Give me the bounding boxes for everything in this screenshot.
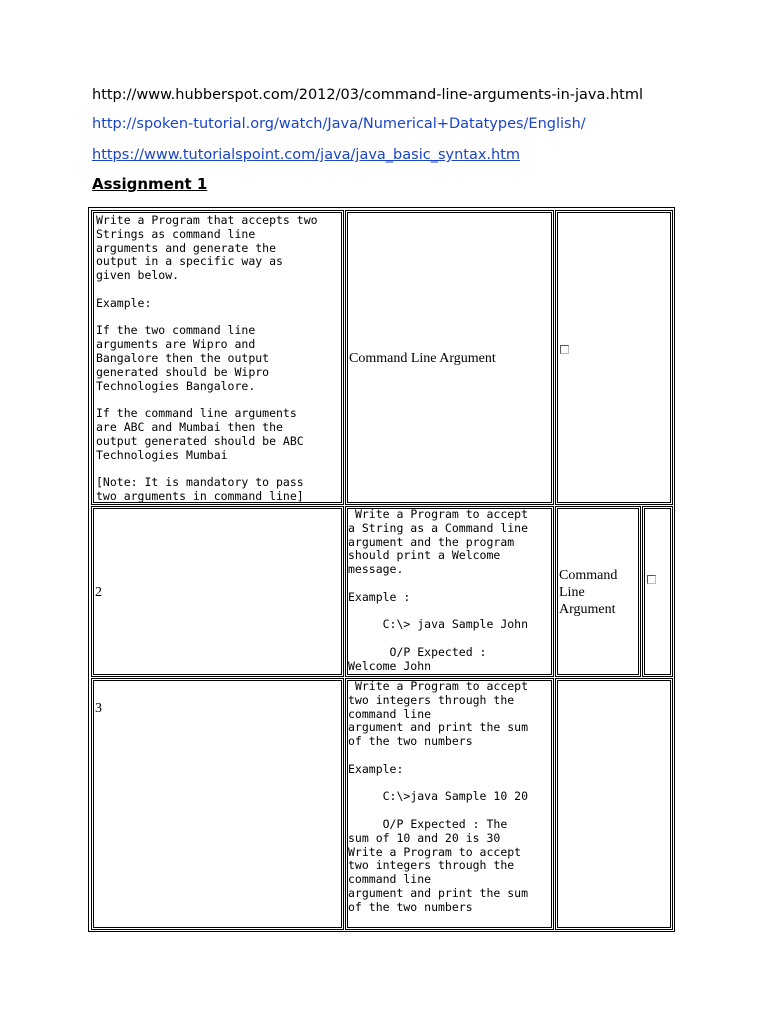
row2-category-cell (555, 506, 641, 677)
row3-number: 3 (95, 701, 102, 716)
row3-number-cell (91, 678, 344, 930)
row1-category-label: Command Line Argument (349, 351, 496, 366)
row3-empty-cell (555, 678, 673, 930)
assignment-heading: Assignment 1 (92, 175, 208, 193)
row2-checkbox[interactable] (647, 575, 656, 584)
row1-checkbox[interactable] (560, 345, 569, 354)
link-hubberspot[interactable]: http://www.hubberspot.com/2012/03/command-line-arguments-in-java.html (92, 87, 644, 103)
row2-check-cell (642, 506, 673, 677)
row2-number-cell (91, 506, 344, 677)
row2-task-text: Write a Program to accept a String as a Command line argument and the program should print a Welcome message. Example : C:\> java Sample John O/P Expected : Welcome John (348, 507, 529, 673)
assignment-table (88, 207, 675, 932)
row3-task-text: Write a Program to accept two integers through the command line argument and print the sum of the two numbers Example: C:\>java Sample 10 20 O/P Expected : The sum of 10 and 20 is 30 Write a Program to accept two integers through the command line argument and print the sum of the two numbers (348, 679, 529, 914)
row1-check-cell (555, 210, 673, 505)
row2-number: 2 (95, 585, 102, 600)
row1-category-cell (345, 210, 554, 505)
row1-task-cell (91, 210, 344, 505)
row3-task-cell (345, 678, 554, 930)
row1-task-text: Write a Program that accepts two Strings as command line arguments and generate the output in a specific way as given below. Example: If the two command line arguments are Wipro and Bangalore then the output generated should be Wipro Technologies Bangalore. If the command line arguments are ABC and Mumbai then the output generated should be ABC Technologies Mumbai [Note: It is mandatory to pass two arguments in command line] (96, 213, 318, 503)
link-spoken-tutorial[interactable]: http://spoken-tutorial.org/watch/Java/Numerical+Datatypes/English/ (92, 116, 586, 132)
row2-task-cell (345, 506, 554, 677)
row2-category-label: Command Line Argument (559, 568, 618, 617)
link-tutorialspoint[interactable]: https://www.tutorialspoint.com/java/java_basic_syntax.htm (92, 147, 521, 163)
